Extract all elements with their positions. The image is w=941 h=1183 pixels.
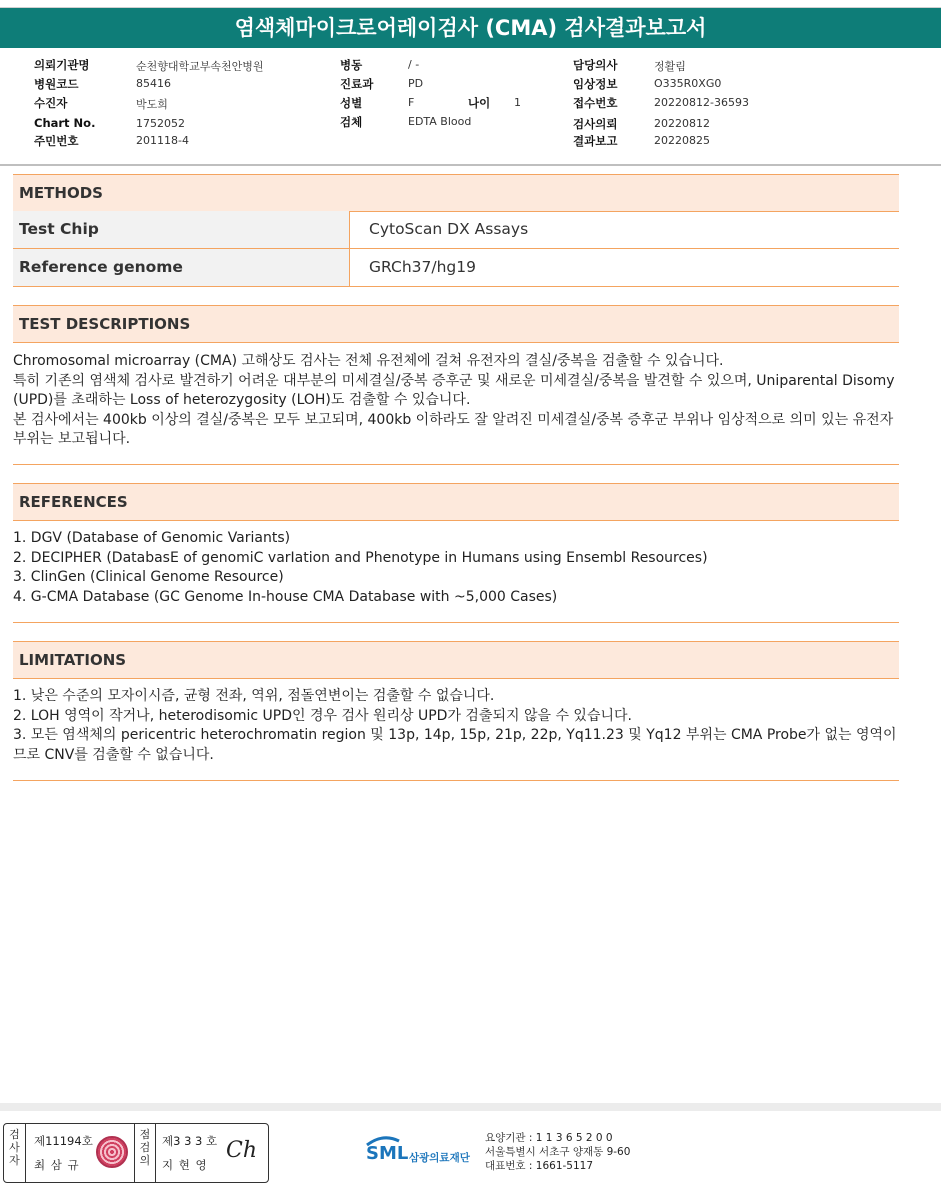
divider [13,622,899,623]
list-item: 1. 낮은 수준의 모자이시즘, 균형 전좌, 역위, 점돌연변이는 검출할 수 없습니다. [13,688,495,704]
info-label: 의뢰기관명 [34,58,90,72]
info-value: 순천향대학교부속천안병원 [136,60,264,73]
methods-value: GRCh37/hg19 [369,258,476,276]
methods-key: Reference genome [13,249,350,286]
info-value: 85416 [136,77,171,90]
info-value-age: 1 [514,96,521,109]
seal-stamp [96,1136,128,1168]
info-value: 정활림 [654,60,686,73]
info-value: 박도희 [136,98,168,111]
paragraph-line: 특히 기존의 염색체 검사로 발견하기 어려운 대부분의 미세결실/중복 증후군 및 새로운 미세결실/중복을 발견할 수 있으며, Uniparental Disomy (UPD)를 초래하는 Loss of heterozygosity (LOH)도 검출할 수 있습니다. [13,372,895,409]
info-label: 성별 [340,96,363,110]
list-item: 1. DGV (Database of Genomic Variants) [13,530,291,546]
info-value: EDTA Blood [408,115,472,128]
list-item: 3. ClinGen (Clinical Genome Resource) [13,569,284,586]
info-value: 1752052 [136,117,185,130]
address-line: 대표번호 : 1661-5117 [485,1160,594,1172]
approver-label: 점검의 [134,1124,156,1182]
info-label: 진료과 [340,77,374,91]
org-name: 삼광의료재단 [409,1152,470,1164]
patient-info [0,48,941,166]
info-label: 검사의뢰 [573,117,618,131]
limitations-list [13,687,899,765]
references-heading: REFERENCES [13,483,899,521]
info-value: 20220812 [654,117,710,130]
info-label: 접수번호 [573,96,618,110]
info-label: 검체 [340,115,363,129]
approver-license: 제3 3 3 호 [162,1134,218,1148]
org-address [485,1131,630,1173]
info-value: 20220825 [654,134,710,147]
sml-logo [363,1131,483,1171]
info-value: F [408,96,415,109]
divider [13,780,899,781]
info-label: 임상정보 [573,77,618,91]
examiner-label: 검사자 [4,1124,26,1182]
info-value: / - [408,58,420,71]
info-label: 수진자 [34,96,68,110]
signature: Ch [226,1138,258,1163]
examiner-name: 최 삼 규 [34,1158,80,1172]
test-descriptions-body [13,352,899,450]
methods-heading: METHODS [13,174,899,212]
logo-text: SML [366,1143,409,1164]
methods-key: Test Chip [13,211,350,248]
methods-value: CytoScan DX Assays [369,220,529,238]
info-label: 병원코드 [34,77,79,91]
list-item: 4. G-CMA Database (GC Genome In-house CMA Database with ~5,000 Cases) [13,588,558,605]
info-label: 병동 [340,58,363,72]
references-list [13,529,899,607]
methods-table [13,211,899,287]
info-value: 201118-4 [136,134,189,147]
paragraph-line: Chromosomal microarray (CMA) 고해상도 검사는 전체 유전체에 걸쳐 유전자의 결실/중복을 검출할 수 있습니다. [13,353,724,369]
info-value: O335R0XG0 [654,77,722,90]
approver-name: 지 현 영 [162,1158,208,1172]
address-line: 서울특별시 서초구 양재동 9-60 [485,1146,631,1158]
info-label: Chart No. [34,116,96,130]
signature-box [3,1123,269,1183]
table-row [13,211,899,249]
list-item: 3. 모든 염색체의 pericentric heterochromatin region 및 13p, 14p, 15p, 21p, 22p, Yq11.23 및 Yq12 부위는 CMA Probe가 없는 영역이므로 CNV를 검출할 수 없습니다. [13,727,897,763]
limitations-heading: LIMITATIONS [13,641,899,679]
test-descriptions-heading: TEST DESCRIPTIONS [13,305,899,343]
info-label: 주민번호 [34,134,79,148]
paragraph-line: 본 검사에서는 400kb 이상의 결실/중복은 모두 보고되며, 400kb 이하라도 잘 알려진 미세결실/중복 증후군 부위나 임상적으로 의미 있는 유전자 부위는 보고됩니다. [13,411,894,448]
report-title: 염색체마이크로어레이검사 (CMA) 검사결과보고서 [0,8,941,48]
examiner-license: 제11194호 [34,1134,93,1148]
info-value: PD [408,77,424,90]
list-item: 2. LOH 영역이 작거나, heterodisomic UPD인 경우 검사 원리상 UPD가 검출되지 않을 수 있습니다. [13,707,632,724]
info-value: 20220812-36593 [654,96,749,109]
info-label: 담당의사 [573,58,618,72]
list-item: 2. DECIPHER (DatabasE of genomiC varIation and Phenotype in Humans using Ensembl Resources) [13,549,708,566]
divider [13,464,899,465]
address-line: 요양기관 : 1 1 3 6 5 2 0 0 [485,1132,613,1144]
top-strip [0,0,941,8]
info-label: 결과보고 [573,134,618,148]
info-label-age: 나이 [468,96,491,110]
footer [0,1103,941,1183]
table-row [13,249,899,287]
